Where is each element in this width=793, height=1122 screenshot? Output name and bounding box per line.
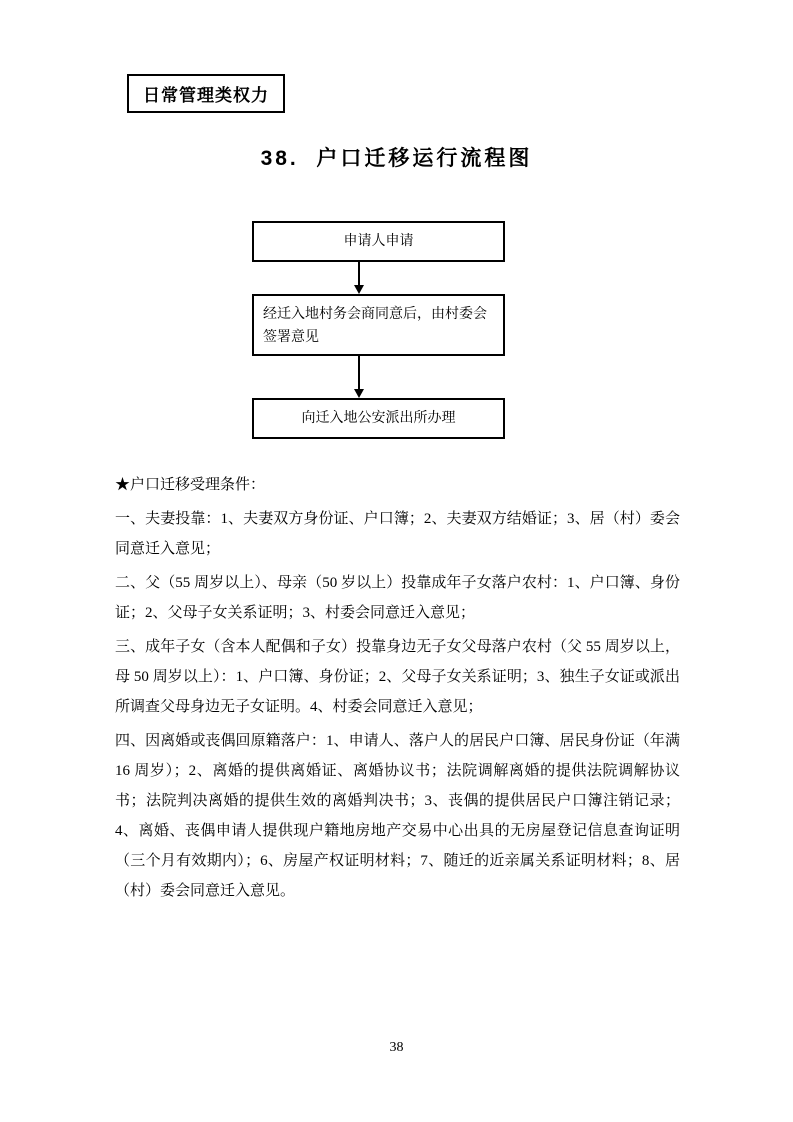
flow-step-label: 申请人申请	[343, 234, 414, 249]
arrow-head	[354, 285, 364, 294]
conditions-section	[115, 470, 680, 906]
flow-step-police-station-process	[252, 398, 505, 439]
condition-paragraph-2: 二、父（55 周岁以上）、母亲（50 岁以上）投靠成年子女落户农村：1、户口簿、身份证；2、父母子女关系证明；3、村委会同意迁入意见；	[115, 575, 680, 621]
flow-step-label: 向迁入地公安派出所办理	[301, 411, 456, 426]
flow-arrow-down-icon	[353, 356, 365, 398]
arrow-head	[354, 389, 364, 398]
flow-step-village-committee-sign	[252, 294, 505, 356]
condition-paragraph-1: 一、夫妻投靠：1、夫妻双方身份证、户口簿；2、夫妻双方结婚证；3、居（村）委会同意迁入意见；	[115, 511, 680, 557]
arrow-line	[358, 262, 360, 286]
flow-step-applicant-apply	[252, 221, 505, 262]
condition-paragraph-4: 四、因离婚或丧偶回原籍落户：1、申请人、落户人的居民户口簿、居民身份证（年满 16 周岁）；2、离婚的提供离婚证、离婚协议书；法院调解离婚的提供法院调解协议书；法院判决离婚的提供生效的离婚判决书；3、丧偶的提供居民户口簿注销记录；4、离婚、丧偶申请人提供现户籍地房地产交易中心出具的无房屋登记信息查询证明（三个月有效期内）；6、房屋产权证明材料；7、随迁的近亲属关系证明材料；8、居（村）委会同意迁入意见。	[115, 733, 680, 899]
flow-step-label: 经迁入地村务会商同意后，由村委会签署意见	[263, 307, 487, 345]
flow-arrow-down-icon	[353, 262, 365, 294]
conditions-heading: ★户口迁移受理条件：	[115, 477, 266, 493]
page-title: 38. 户口迁移运行流程图	[260, 147, 533, 170]
arrow-line	[358, 356, 360, 390]
category-label-box	[127, 74, 285, 113]
page-number: 38	[389, 1040, 404, 1055]
flowchart	[252, 221, 505, 441]
condition-paragraph-3: 三、成年子女（含本人配偶和子女）投靠身边无子女父母落户农村（父 55 周岁以上，母 50 周岁以上）：1、户口簿、身份证；2、父母子女关系证明；3、独生子女证或派出所调查父母身边无子女证明。4、村委会同意迁入意见；	[115, 639, 680, 715]
category-label: 日常管理类权力	[143, 86, 269, 105]
